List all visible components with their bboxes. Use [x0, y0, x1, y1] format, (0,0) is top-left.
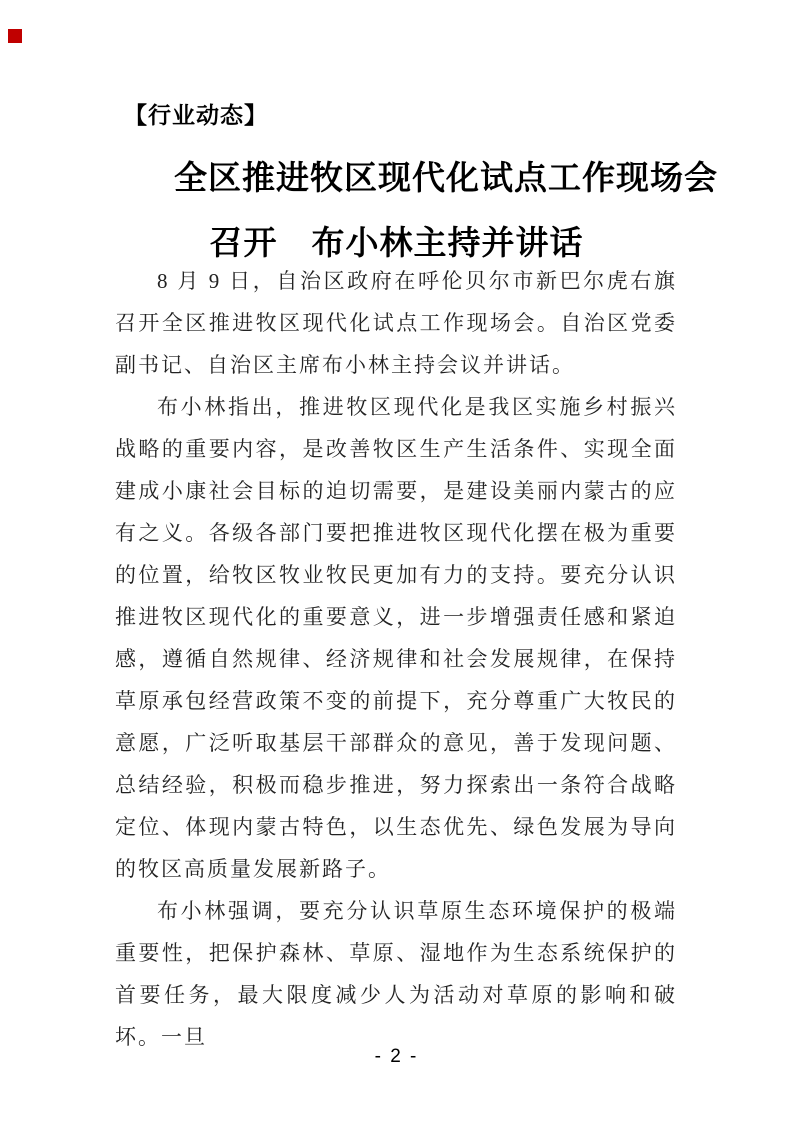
- body-paragraph-2: 布小林指出，推进牧区现代化是我区实施乡村振兴战略的重要内容，是改善牧区生产生活条件、实现全面建成小康社会目标的迫切需要，是建设美丽内蒙古的应有之义。各级各部门要把推进牧区现代化摆在极为重要的位置，给牧区牧业牧民更加有力的支持。要充分认识推进牧区现代化的重要意义，进一步增强责任感和紧迫感，遵循自然规律、经济规律和社会发展规律，在保持草原承包经营政策不变的前提下，充分尊重广大牧民的意愿，广泛听取基层干部群众的意见，善于发现问题、总结经验，积极而稳步推进，努力探索出一条符合战略定位、体现内蒙古特色，以生态优先、绿色发展为导向的牧区高质量发展新路子。: [115, 395, 677, 881]
- red-square-marker: [8, 29, 22, 43]
- page-number: - 2 -: [374, 1046, 419, 1067]
- section-label: 【行业动态】: [124, 102, 268, 128]
- article-title-line-2: 召开 布小林主持并讲话: [209, 226, 584, 262]
- body-paragraph-1: 8 月 9 日，自治区政府在呼伦贝尔市新巴尔虎右旗召开全区推进牧区现代化试点工作现场会。自治区党委副书记、自治区主席布小林主持会议并讲话。: [115, 269, 677, 377]
- body-paragraph-3: 布小林强调，要充分认识草原生态环境保护的极端重要性，把保护森林、草原、湿地作为生态系统保护的首要任务，最大限度减少人为活动对草原的影响和破坏。一旦: [115, 899, 677, 1049]
- article-body: [115, 260, 677, 1058]
- article-title: [110, 147, 718, 277]
- article-title-line-1: 全区推进牧区现代化试点工作现场会: [174, 161, 718, 197]
